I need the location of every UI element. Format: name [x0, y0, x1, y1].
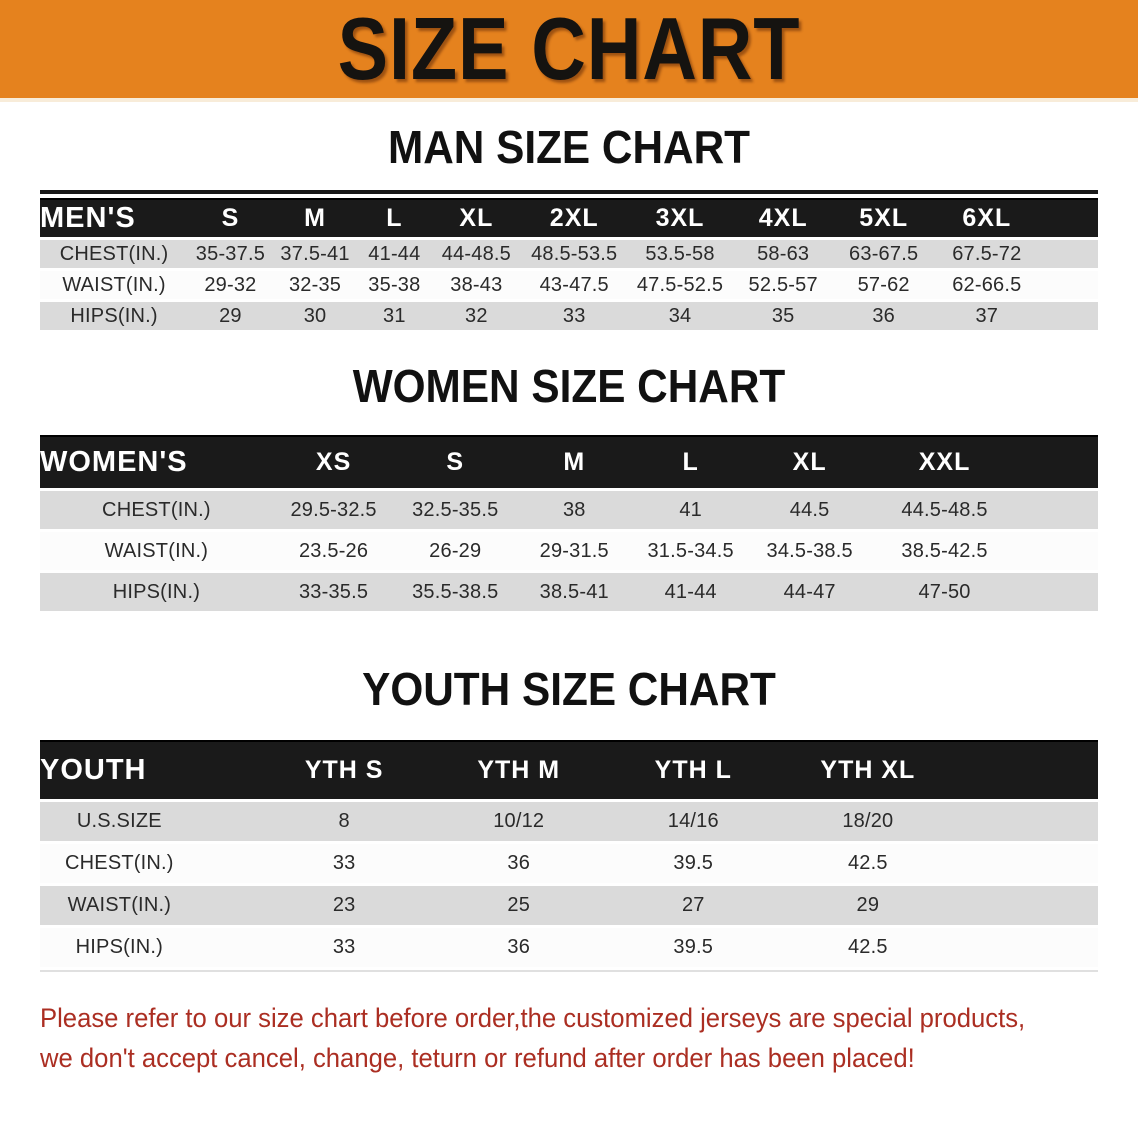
size-col-header: 3XL: [627, 198, 733, 240]
size-value-cell: 44-47: [749, 573, 871, 614]
spacer-cell: [955, 802, 1098, 844]
order-note: [40, 998, 1138, 1078]
size-value-cell: 43-47.5: [521, 271, 627, 302]
size-value-cell: 32.5-35.5: [394, 491, 516, 532]
size-col-header: XL: [431, 198, 521, 240]
size-value-cell: 42.5: [781, 928, 956, 970]
size-value-cell: 25: [431, 886, 606, 928]
size-col-header: YTH L: [606, 740, 781, 802]
size-value-cell: 31.5-34.5: [632, 532, 748, 573]
table-row: [40, 928, 1098, 970]
header-row: [40, 740, 1098, 802]
spacer-cell: [199, 740, 257, 802]
row-label: CHEST(IN.): [40, 491, 273, 532]
size-value-cell: 30: [273, 302, 358, 333]
size-value-cell: 32: [431, 302, 521, 333]
spacer-cell: [199, 844, 257, 886]
size-chart-banner: [0, 0, 1138, 102]
size-value-cell: 38.5-42.5: [870, 532, 1018, 573]
spacer-cell: [1019, 532, 1098, 573]
size-col-header: 5XL: [833, 198, 934, 240]
size-value-cell: 52.5-57: [733, 271, 834, 302]
size-value-cell: 38-43: [431, 271, 521, 302]
spacer-cell: [1019, 573, 1098, 614]
size-value-cell: 48.5-53.5: [521, 240, 627, 271]
size-value-cell: 33: [257, 928, 432, 970]
size-col-header: S: [188, 198, 273, 240]
women-section-heading: WOMEN SIZE CHART: [352, 360, 786, 412]
table-corner-label: MEN'S: [40, 198, 188, 240]
men-table-top-rule: [40, 190, 1098, 194]
spacer-cell: [1040, 198, 1098, 240]
size-col-header: L: [357, 198, 431, 240]
table-row: [40, 844, 1098, 886]
size-value-cell: 44-48.5: [431, 240, 521, 271]
size-value-cell: 62-66.5: [934, 271, 1040, 302]
size-value-cell: 10/12: [431, 802, 606, 844]
size-value-cell: 35-38: [357, 271, 431, 302]
size-value-cell: 27: [606, 886, 781, 928]
header-row: [40, 198, 1098, 240]
size-col-header: XS: [273, 435, 395, 491]
table-row: [40, 491, 1098, 532]
size-value-cell: 53.5-58: [627, 240, 733, 271]
size-value-cell: 34.5-38.5: [749, 532, 871, 573]
size-value-cell: 8: [257, 802, 432, 844]
size-value-cell: 33-35.5: [273, 573, 395, 614]
row-label: U.S.SIZE: [40, 802, 199, 844]
size-value-cell: 29: [781, 886, 956, 928]
spacer-cell: [1019, 491, 1098, 532]
size-value-cell: 33: [521, 302, 627, 333]
size-value-cell: 41-44: [357, 240, 431, 271]
size-value-cell: 29-32: [188, 271, 273, 302]
size-value-cell: 41-44: [632, 573, 748, 614]
spacer-cell: [1040, 302, 1098, 333]
size-col-header: L: [632, 435, 748, 491]
size-value-cell: 36: [431, 928, 606, 970]
row-label: CHEST(IN.): [40, 240, 188, 271]
table-row: [40, 302, 1098, 333]
size-value-cell: 35.5-38.5: [394, 573, 516, 614]
size-value-cell: 18/20: [781, 802, 956, 844]
size-col-header: M: [516, 435, 632, 491]
size-value-cell: 34: [627, 302, 733, 333]
man-section-heading: MAN SIZE CHART: [387, 121, 751, 173]
size-value-cell: 47.5-52.5: [627, 271, 733, 302]
youth-size-table: [40, 740, 1098, 972]
size-value-cell: 67.5-72: [934, 240, 1040, 271]
spacer-cell: [955, 844, 1098, 886]
size-value-cell: 14/16: [606, 802, 781, 844]
table-row: [40, 271, 1098, 302]
spacer-cell: [955, 928, 1098, 970]
size-value-cell: 29.5-32.5: [273, 491, 395, 532]
size-value-cell: 31: [357, 302, 431, 333]
table-corner-label: WOMEN'S: [40, 435, 273, 491]
spacer-cell: [955, 886, 1098, 928]
size-value-cell: 29: [188, 302, 273, 333]
row-label: WAIST(IN.): [40, 532, 273, 573]
table-row: [40, 802, 1098, 844]
size-col-header: S: [394, 435, 516, 491]
size-value-cell: 26-29: [394, 532, 516, 573]
size-value-cell: 36: [833, 302, 934, 333]
size-value-cell: 32-35: [273, 271, 358, 302]
header-row: [40, 435, 1098, 491]
size-value-cell: 37: [934, 302, 1040, 333]
banner-title: SIZE CHART: [337, 0, 801, 98]
table-row: [40, 573, 1098, 614]
row-label: HIPS(IN.): [40, 928, 199, 970]
size-value-cell: 63-67.5: [833, 240, 934, 271]
size-value-cell: 42.5: [781, 844, 956, 886]
youth-section-heading: YOUTH SIZE CHART: [362, 663, 776, 715]
size-value-cell: 37.5-41: [273, 240, 358, 271]
spacer-cell: [199, 802, 257, 844]
size-col-header: XXL: [870, 435, 1018, 491]
size-value-cell: 57-62: [833, 271, 934, 302]
row-label: HIPS(IN.): [40, 573, 273, 614]
spacer-cell: [199, 928, 257, 970]
size-value-cell: 38.5-41: [516, 573, 632, 614]
size-value-cell: 47-50: [870, 573, 1018, 614]
size-col-header: YTH M: [431, 740, 606, 802]
size-value-cell: 41: [632, 491, 748, 532]
size-col-header: 6XL: [934, 198, 1040, 240]
size-col-header: YTH XL: [781, 740, 956, 802]
table-corner-label: YOUTH: [40, 740, 199, 802]
note-line-2: we don't accept cancel, change, teturn or refund after order has been placed!: [40, 1043, 915, 1073]
table-row: [40, 532, 1098, 573]
size-value-cell: 39.5: [606, 928, 781, 970]
spacer-cell: [955, 740, 1098, 802]
size-col-header: 2XL: [521, 198, 627, 240]
spacer-cell: [1019, 435, 1098, 491]
spacer-cell: [1040, 240, 1098, 271]
row-label: CHEST(IN.): [40, 844, 199, 886]
row-label: WAIST(IN.): [40, 271, 188, 302]
size-value-cell: 35: [733, 302, 834, 333]
table-row: [40, 240, 1098, 271]
size-col-header: M: [273, 198, 358, 240]
women-size-table: [40, 435, 1098, 614]
row-label: HIPS(IN.): [40, 302, 188, 333]
size-value-cell: 23: [257, 886, 432, 928]
table-row: [40, 886, 1098, 928]
spacer-cell: [1040, 271, 1098, 302]
size-value-cell: 29-31.5: [516, 532, 632, 573]
size-value-cell: 38: [516, 491, 632, 532]
row-label: WAIST(IN.): [40, 886, 199, 928]
size-value-cell: 36: [431, 844, 606, 886]
size-col-header: YTH S: [257, 740, 432, 802]
size-value-cell: 39.5: [606, 844, 781, 886]
men-size-table: [40, 198, 1098, 333]
size-value-cell: 58-63: [733, 240, 834, 271]
size-value-cell: 35-37.5: [188, 240, 273, 271]
size-value-cell: 44.5: [749, 491, 871, 532]
size-value-cell: 44.5-48.5: [870, 491, 1018, 532]
note-line-1: Please refer to our size chart before order,the customized jerseys are special products,: [40, 1003, 1026, 1033]
size-value-cell: 33: [257, 844, 432, 886]
spacer-cell: [199, 886, 257, 928]
size-value-cell: 23.5-26: [273, 532, 395, 573]
size-col-header: XL: [749, 435, 871, 491]
size-col-header: 4XL: [733, 198, 834, 240]
